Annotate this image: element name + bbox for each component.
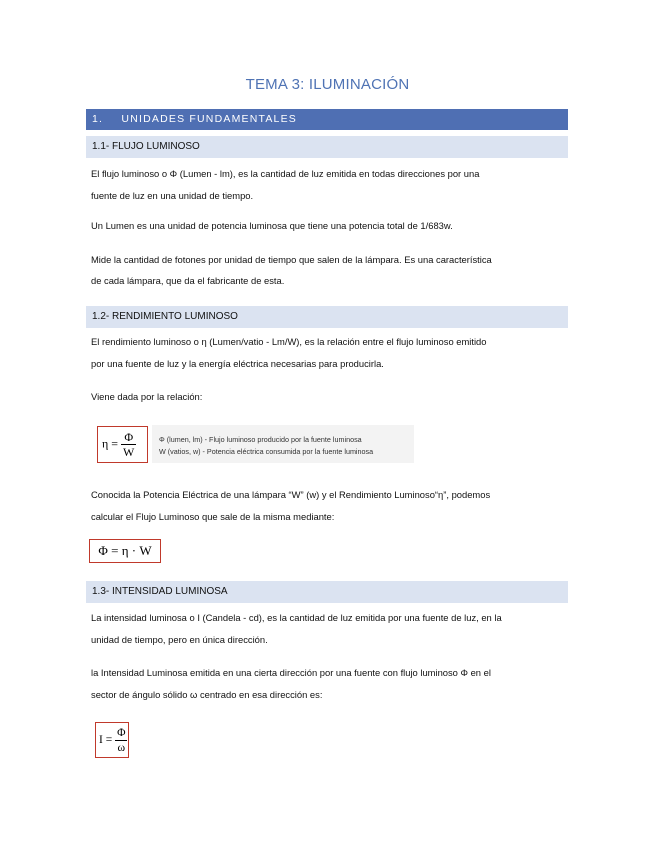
page-title: TEMA 3: ILUMINACIÓN [245, 76, 410, 93]
paragraph: Mide la cantidad de fotones por unidad de tiempo que salen de la lámpara. Es una característica [91, 254, 492, 265]
formula-flujo: Φ = η · W [89, 539, 161, 563]
section-header [86, 109, 568, 130]
formula-denominator: W [123, 445, 135, 459]
paragraph: fuente de luz en una unidad de tiempo. [91, 190, 254, 201]
subsection-heading-intensidad: 1.3- INTENSIDAD LUMINOSA [86, 581, 568, 603]
formula-denominator: ω [117, 742, 126, 754]
formula-lhs: I = [99, 734, 113, 747]
formula-numerator: Φ [117, 727, 126, 739]
paragraph: de cada lámpara, que da el fabricante de esta. [91, 275, 285, 286]
section-label: UNIDADES FUNDAMENTALES [121, 113, 297, 125]
formula-numerator: Φ [121, 430, 136, 445]
formula-fraction [121, 430, 136, 459]
formula-fraction [115, 726, 127, 755]
paragraph: unidad de tiempo, pero en única dirección. [91, 634, 268, 645]
subsection-heading-rendimiento: 1.2- RENDIMIENTO LUMINOSO [86, 306, 568, 328]
formula-rendimiento [97, 426, 148, 463]
paragraph: El rendimiento luminoso o η (Lumen/vatio - Lm/W), es la relación entre el flujo luminoso emitido [91, 336, 487, 347]
paragraph: Viene dada por la relación: [91, 391, 203, 402]
legend-line: W (vatios, w) - Potencia eléctrica consumida por la fuente luminosa [159, 446, 374, 456]
paragraph: la Intensidad Luminosa emitida en una cierta dirección por una fuente con flujo luminoso Φ en el [91, 667, 491, 678]
paragraph: La intensidad luminosa o I (Candela - cd), es la cantidad de luz emitida por una fuente de luz, en la [91, 612, 502, 623]
formula-legend [159, 434, 373, 457]
paragraph: Un Lumen es una unidad de potencia luminosa que tiene una potencia total de 1/683w. [91, 220, 453, 231]
paragraph: Conocida la Potencia Eléctrica de una lámpara “W” (w) y el Rendimiento Luminoso“η”, podemos [91, 489, 491, 500]
section-number: 1. [92, 113, 104, 125]
paragraph: El flujo luminoso o Φ (Lumen - lm), es la cantidad de luz emitida en todas direcciones por una [91, 168, 480, 179]
legend-line: Φ (lumen, lm) - Flujo luminoso producido por la fuente luminosa [159, 435, 362, 444]
subsection-heading-flujo: 1.1- FLUJO LUMINOSO [86, 136, 568, 158]
paragraph: calcular el Flujo Luminoso que sale de la misma mediante: [91, 511, 335, 522]
formula-lhs: η = [102, 436, 119, 451]
paragraph: por una fuente de luz y la energía eléctrica necesarias para producirla. [91, 358, 384, 369]
paragraph: sector de ángulo sólido ω centrado en esa dirección es: [91, 689, 323, 700]
formula-intensidad [95, 722, 129, 758]
